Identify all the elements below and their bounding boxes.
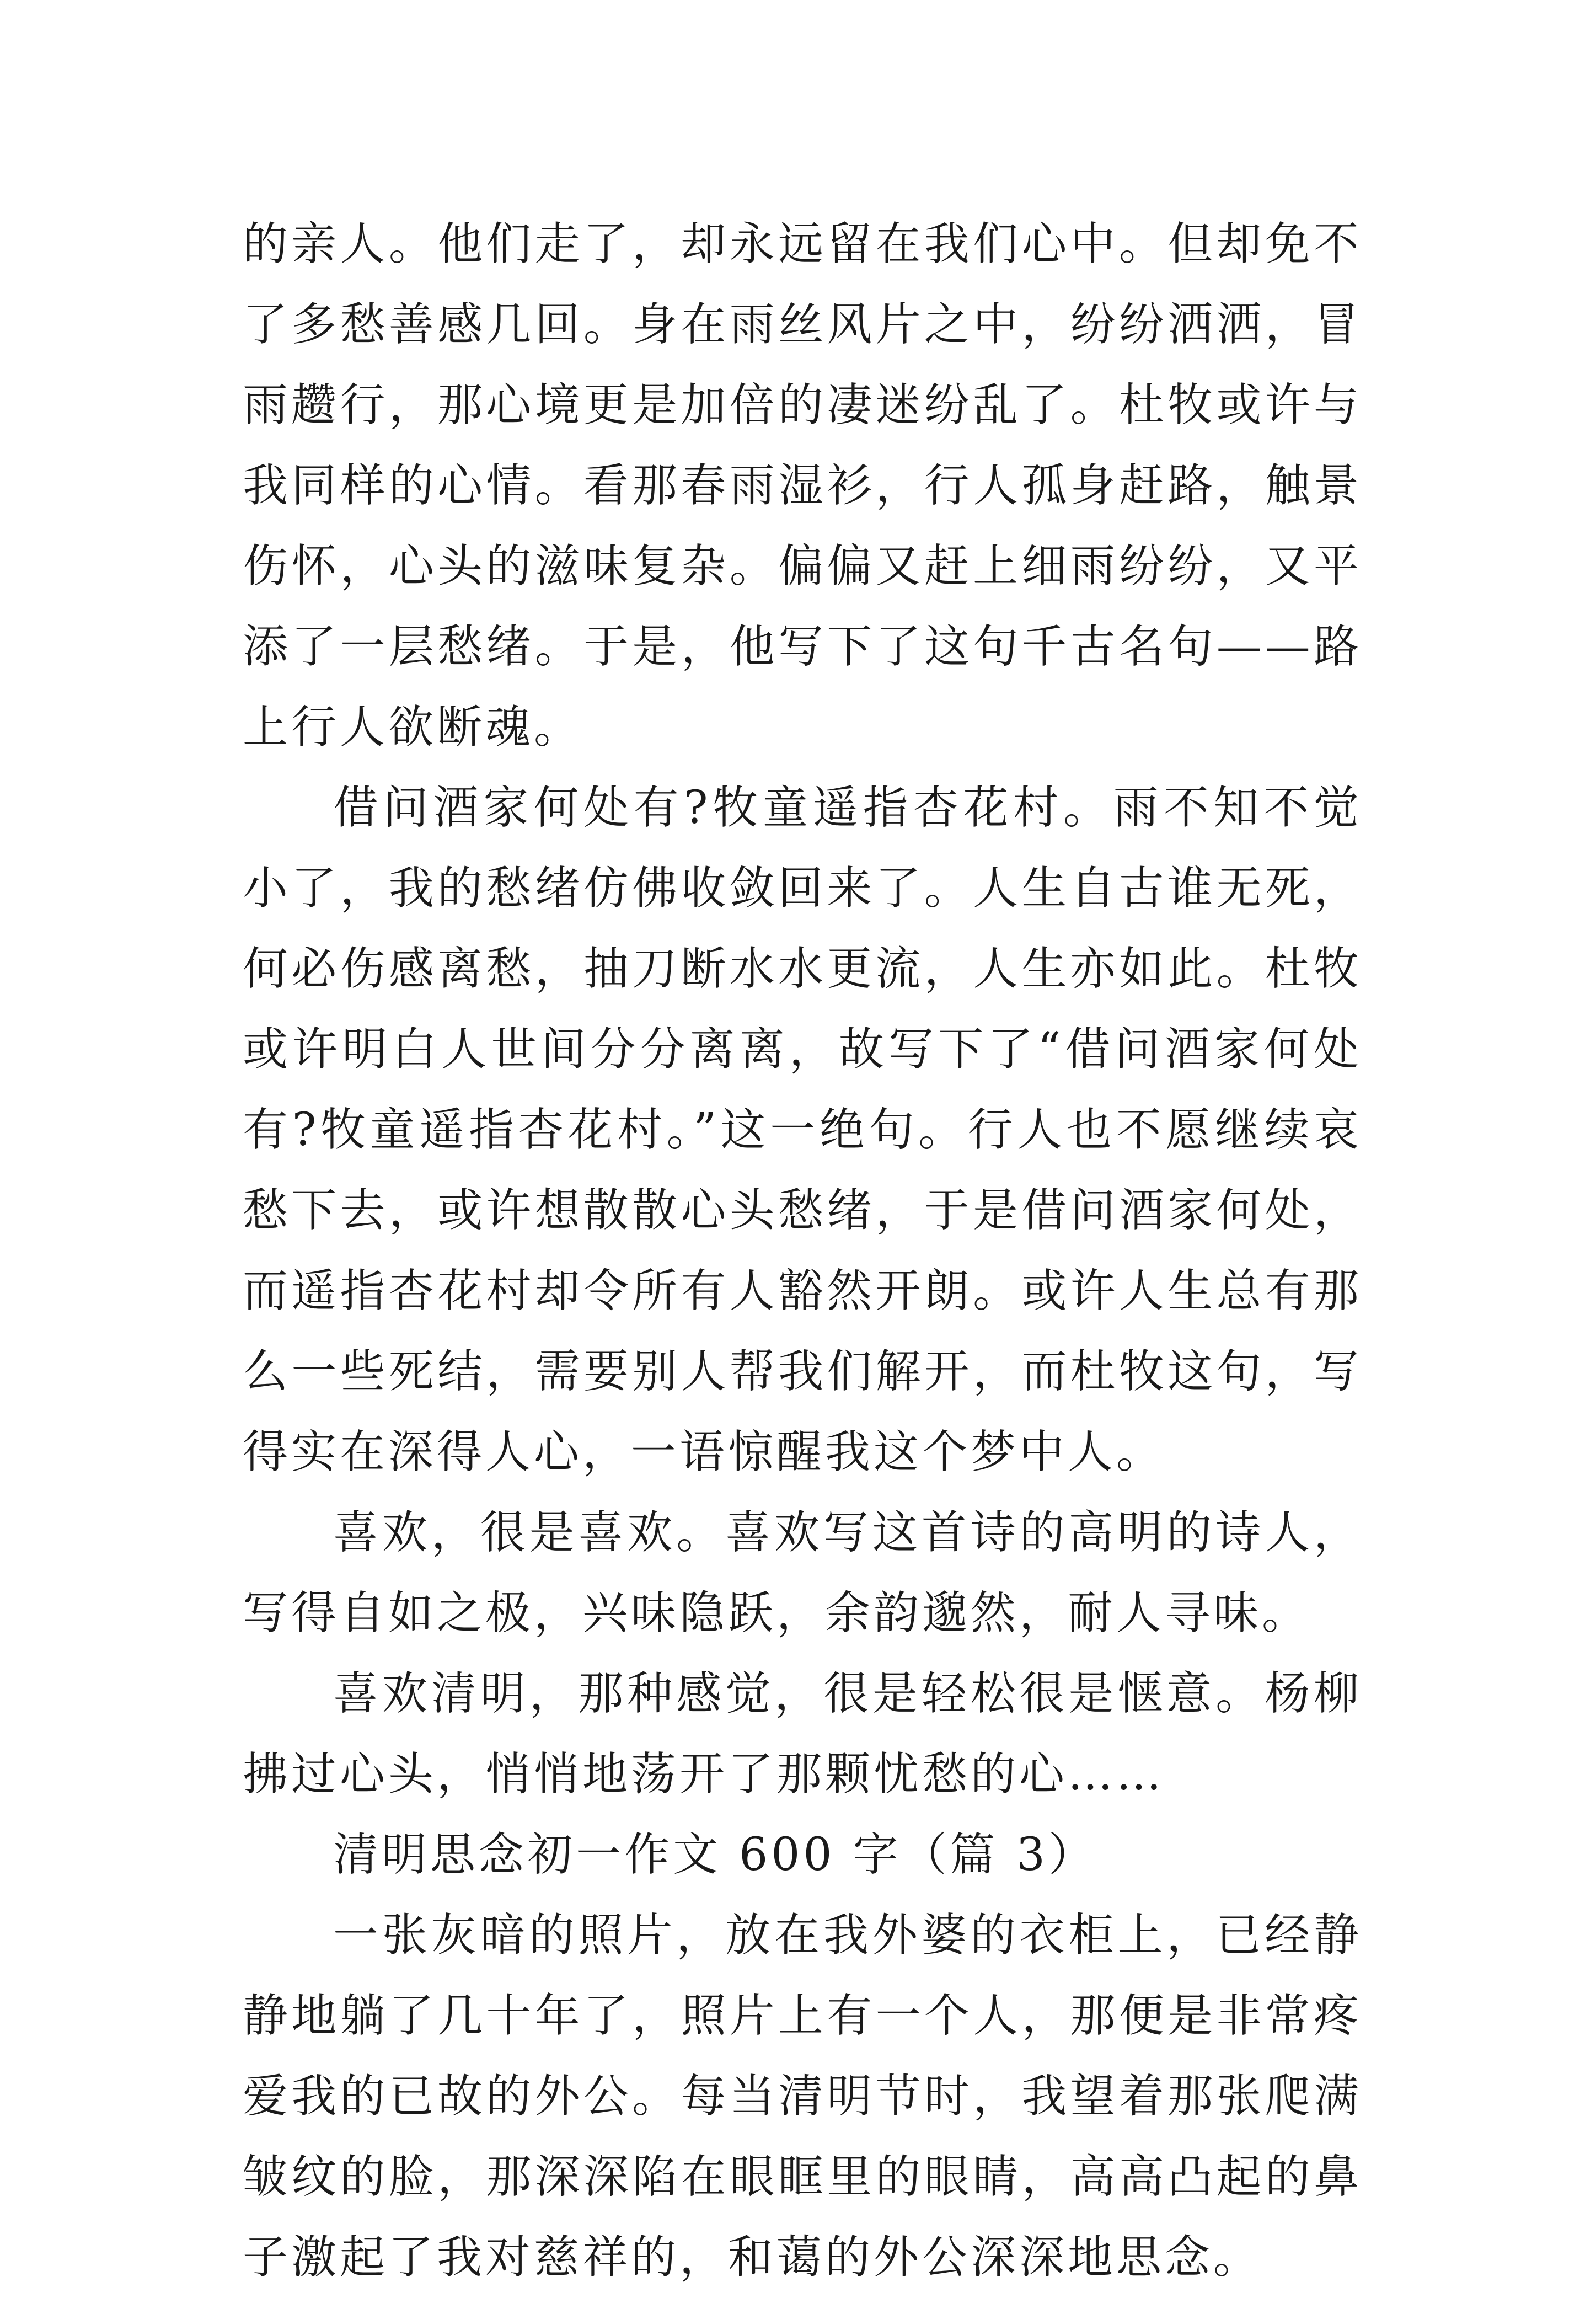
paragraph: 喜欢，很是喜欢。喜欢写这首诗的高明的诗人，写得自如之极，兴味隐跃，余韵邈然，耐人寻味。	[243, 1506, 1362, 1639]
document-body	[243, 204, 1362, 2298]
paragraph: 一张灰暗的照片，放在我外婆的衣柜上，已经静静地躺了几十年了，照片上有一个人，那便是非常疼爱我的已故的外公。每当清明节时，我望着那张爬满皱纹的脸，那深深陷在眼眶里的眼睛，高高凸起的鼻子激起了我对慈祥的，和蔼的外公深深地思念。	[243, 1909, 1362, 2284]
paragraph: 借问酒家何处有?牧童遥指杏花村。雨不知不觉小了，我的愁绪仿佛收敛回来了。人生自古谁无死，何必伤感离愁，抽刀断水水更流，人生亦如此。杜牧或许明白人世间分分离离，故写下了“借问酒家何处有?牧童遥指杏花村。”这一绝句。行人也不愿继续哀愁下去，或许想散散心头愁绪，于是借问酒家何处，而遥指杏花村却令所有人豁然开朗。或许人生总有那么一些死结，需要别人帮我们解开，而杜牧这句，写得实在深得人心，一语惊醒我这个梦中人。	[243, 782, 1362, 1478]
section-heading: 清明思念初一作文 600 字（篇 3）	[333, 1829, 1097, 1881]
paragraph-continued: 的亲人。他们走了，却永远留在我们心中。但却免不了多愁善感几回。身在雨丝风片之中，纷纷洒洒，冒雨趱行，那心境更是加倍的凄迷纷乱了。杜牧或许与我同样的心情。看那春雨湿衫，行人孤身赶路，触景伤怀，心头的滋味复杂。偏偏又赶上细雨纷纷，又平添了一层愁绪。于是，他写下了这句千古名句——路上行人欲断魂。	[243, 218, 1362, 753]
paragraph: 喜欢清明，那种感觉，很是轻松很是惬意。杨柳拂过心头，悄悄地荡开了那颗忧愁的心……	[243, 1668, 1362, 1800]
